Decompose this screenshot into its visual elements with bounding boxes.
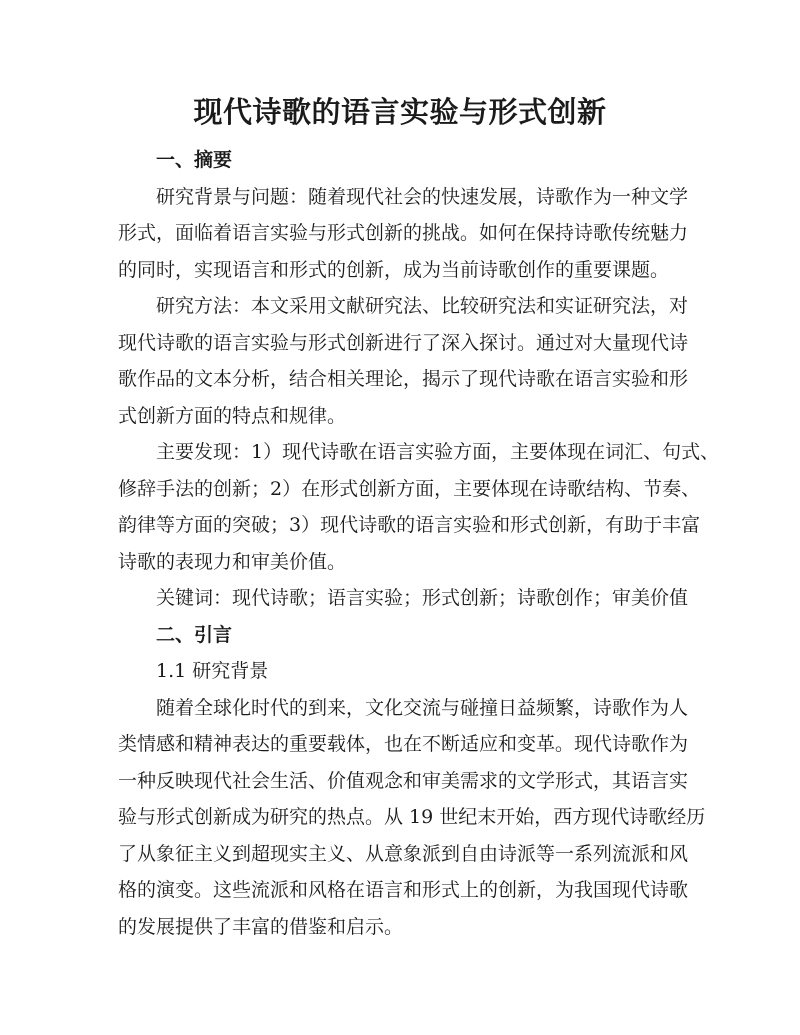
text-line: 修辞手法的创新；2）在形式创新方面，主要体现在诗歌结构、节奏、 [118,477,701,500]
document-title: 现代诗歌的语言实验与形式创新 [193,95,607,129]
text-line: 韵律等方面的突破；3）现代诗歌的语言实验和形式创新，有助于丰富 [118,514,701,536]
text-line: 了从象征主义到超现实主义、从意象派到自由诗派等一系列流派和风 [118,842,689,865]
text-line: 随着全球化时代的到来，文化交流与碰撞日益频繁，诗歌作为人 [156,696,689,719]
document-body [118,142,720,945]
text-line: 诗歌的表现力和审美价值。 [118,550,347,573]
text-line: 研究方法：本文采用文献研究法、比较研究法和实证研究法，对 [156,295,689,317]
text-line: 类情感和精神表达的重要载体，也在不断适应和变革。现代诗歌作为 [118,733,689,755]
introduction-background-paragraph [118,690,706,946]
text-line: 式创新方面的特点和规律。 [118,404,347,427]
text-line: 验与形式创新成为研究的热点。从 19 世纪末开始，西方现代诗歌经历 [118,806,706,828]
text-line: 歌作品的文本分析，结合相关理论，揭示了现代诗歌在语言实验和形 [118,368,689,390]
section-heading-introduction: 二、引言 [156,623,233,646]
subsection-heading-background: 1.1 研究背景 [156,660,269,682]
text-line: 主要发现：1）现代诗歌在语言实验方面，主要体现在词汇、句式、 [156,441,720,463]
text-line: 的发展提供了丰富的借鉴和启示。 [118,915,404,938]
text-line: 现代诗歌的语言实验与形式创新进行了深入探讨。通过对大量现代诗 [118,331,689,354]
text-line: 研究背景与问题：随着现代社会的快速发展，诗歌作为一种文学 [156,185,689,208]
keywords-line: 关键词：现代诗歌；语言实验；形式创新；诗歌创作；审美价值 [156,587,689,609]
abstract-methods-paragraph [118,288,692,434]
abstract-findings-paragraph [118,434,720,580]
abstract-background-paragraph [118,179,692,289]
text-line: 的同时，实现语言和形式的创新，成为当前诗歌创作的重要课题。 [118,258,670,281]
section-heading-abstract: 一、摘要 [156,149,233,171]
text-line: 一种反映现代社会生活、价值观念和审美需求的文学形式，其语言实 [118,769,689,792]
text-line: 形式，面临着语言实验与形式创新的挑战。如何在保持诗歌传统魅力 [118,222,689,244]
text-line: 格的演变。这些流派和风格在语言和形式上的创新，为我国现代诗歌 [118,879,689,901]
